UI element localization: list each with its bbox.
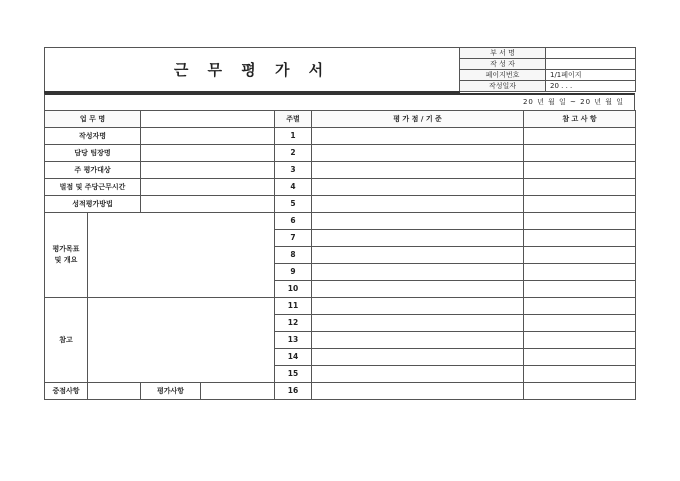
author-name-value[interactable] — [141, 127, 275, 144]
dept-label: 부 서 명 — [460, 48, 546, 59]
method-label: 성적평가방법 — [45, 195, 141, 212]
author-label: 작 성 자 — [460, 59, 546, 70]
evaluation-grid — [44, 110, 636, 400]
week-number: 2 — [275, 144, 312, 161]
criteria-cell[interactable] — [312, 212, 524, 229]
week-number: 5 — [275, 195, 312, 212]
notes-cell[interactable] — [524, 178, 636, 195]
criteria-cell[interactable] — [312, 127, 524, 144]
criteria-header: 평 가 점 / 기 준 — [312, 110, 524, 127]
week-number: 10 — [275, 280, 312, 297]
week-number: 6 — [275, 212, 312, 229]
goal-value[interactable] — [88, 212, 275, 297]
criteria-cell[interactable] — [312, 178, 524, 195]
notes-cell[interactable] — [524, 365, 636, 382]
hours-value[interactable] — [141, 178, 275, 195]
notes-cell[interactable] — [524, 382, 636, 399]
criteria-cell[interactable] — [312, 314, 524, 331]
author-value[interactable] — [546, 59, 636, 70]
notes-cell[interactable] — [524, 348, 636, 365]
eval-item-label: 평가사항 — [141, 382, 201, 399]
week-number: 8 — [275, 246, 312, 263]
notes-cell[interactable] — [524, 263, 636, 280]
form-title: 근 무 평 가 서 — [45, 48, 460, 92]
notes-cell[interactable] — [524, 127, 636, 144]
criteria-cell[interactable] — [312, 348, 524, 365]
target-value[interactable] — [141, 161, 275, 178]
focus-label: 중점사항 — [45, 382, 88, 399]
week-number: 11 — [275, 297, 312, 314]
team-lead-value[interactable] — [141, 144, 275, 161]
notes-cell[interactable] — [524, 280, 636, 297]
reference-value[interactable] — [88, 297, 275, 382]
target-label: 주 평가대상 — [45, 161, 141, 178]
focus-value[interactable] — [88, 382, 141, 399]
goal-label-line2: 및 개요 — [54, 255, 78, 264]
page-number-value: 1/1페이지 — [546, 70, 636, 81]
task-name-value[interactable] — [141, 110, 275, 127]
date-label: 작성일자 — [460, 81, 546, 92]
week-number: 4 — [275, 178, 312, 195]
reference-label: 참고 — [45, 297, 88, 382]
notes-cell[interactable] — [524, 331, 636, 348]
page-number-label: 페이지번호 — [460, 70, 546, 81]
period-range[interactable]: 20 년 월 일 ~ 20 년 월 일 — [44, 93, 635, 110]
method-value[interactable] — [141, 195, 275, 212]
team-lead-label: 담당 팀장명 — [45, 144, 141, 161]
week-number: 15 — [275, 365, 312, 382]
author-name-label: 작성자명 — [45, 127, 141, 144]
evaluation-form — [44, 47, 635, 400]
form-header — [44, 47, 636, 93]
criteria-cell[interactable] — [312, 331, 524, 348]
goal-label — [45, 212, 88, 297]
criteria-cell[interactable] — [312, 365, 524, 382]
criteria-cell[interactable] — [312, 161, 524, 178]
week-number: 7 — [275, 229, 312, 246]
week-number: 9 — [275, 263, 312, 280]
week-number: 12 — [275, 314, 312, 331]
notes-cell[interactable] — [524, 195, 636, 212]
criteria-cell[interactable] — [312, 229, 524, 246]
notes-header: 참 고 사 항 — [524, 110, 636, 127]
date-value[interactable]: 20 . . . — [546, 81, 636, 92]
week-number: 16 — [275, 382, 312, 399]
goal-label-line1: 평가목표 — [52, 244, 80, 253]
eval-item-value[interactable] — [201, 382, 275, 399]
criteria-cell[interactable] — [312, 382, 524, 399]
notes-cell[interactable] — [524, 212, 636, 229]
criteria-cell[interactable] — [312, 144, 524, 161]
notes-cell[interactable] — [524, 246, 636, 263]
criteria-cell[interactable] — [312, 297, 524, 314]
criteria-cell[interactable] — [312, 263, 524, 280]
week-header: 주별 — [275, 110, 312, 127]
week-number: 13 — [275, 331, 312, 348]
notes-cell[interactable] — [524, 144, 636, 161]
criteria-cell[interactable] — [312, 246, 524, 263]
dept-value[interactable] — [546, 48, 636, 59]
hours-label: 벌점 및 주당근무시간 — [45, 178, 141, 195]
criteria-cell[interactable] — [312, 195, 524, 212]
notes-cell[interactable] — [524, 161, 636, 178]
notes-cell[interactable] — [524, 314, 636, 331]
notes-cell[interactable] — [524, 297, 636, 314]
criteria-cell[interactable] — [312, 280, 524, 297]
week-number: 3 — [275, 161, 312, 178]
task-name-header: 업 무 명 — [45, 110, 141, 127]
week-number: 1 — [275, 127, 312, 144]
week-number: 14 — [275, 348, 312, 365]
notes-cell[interactable] — [524, 229, 636, 246]
